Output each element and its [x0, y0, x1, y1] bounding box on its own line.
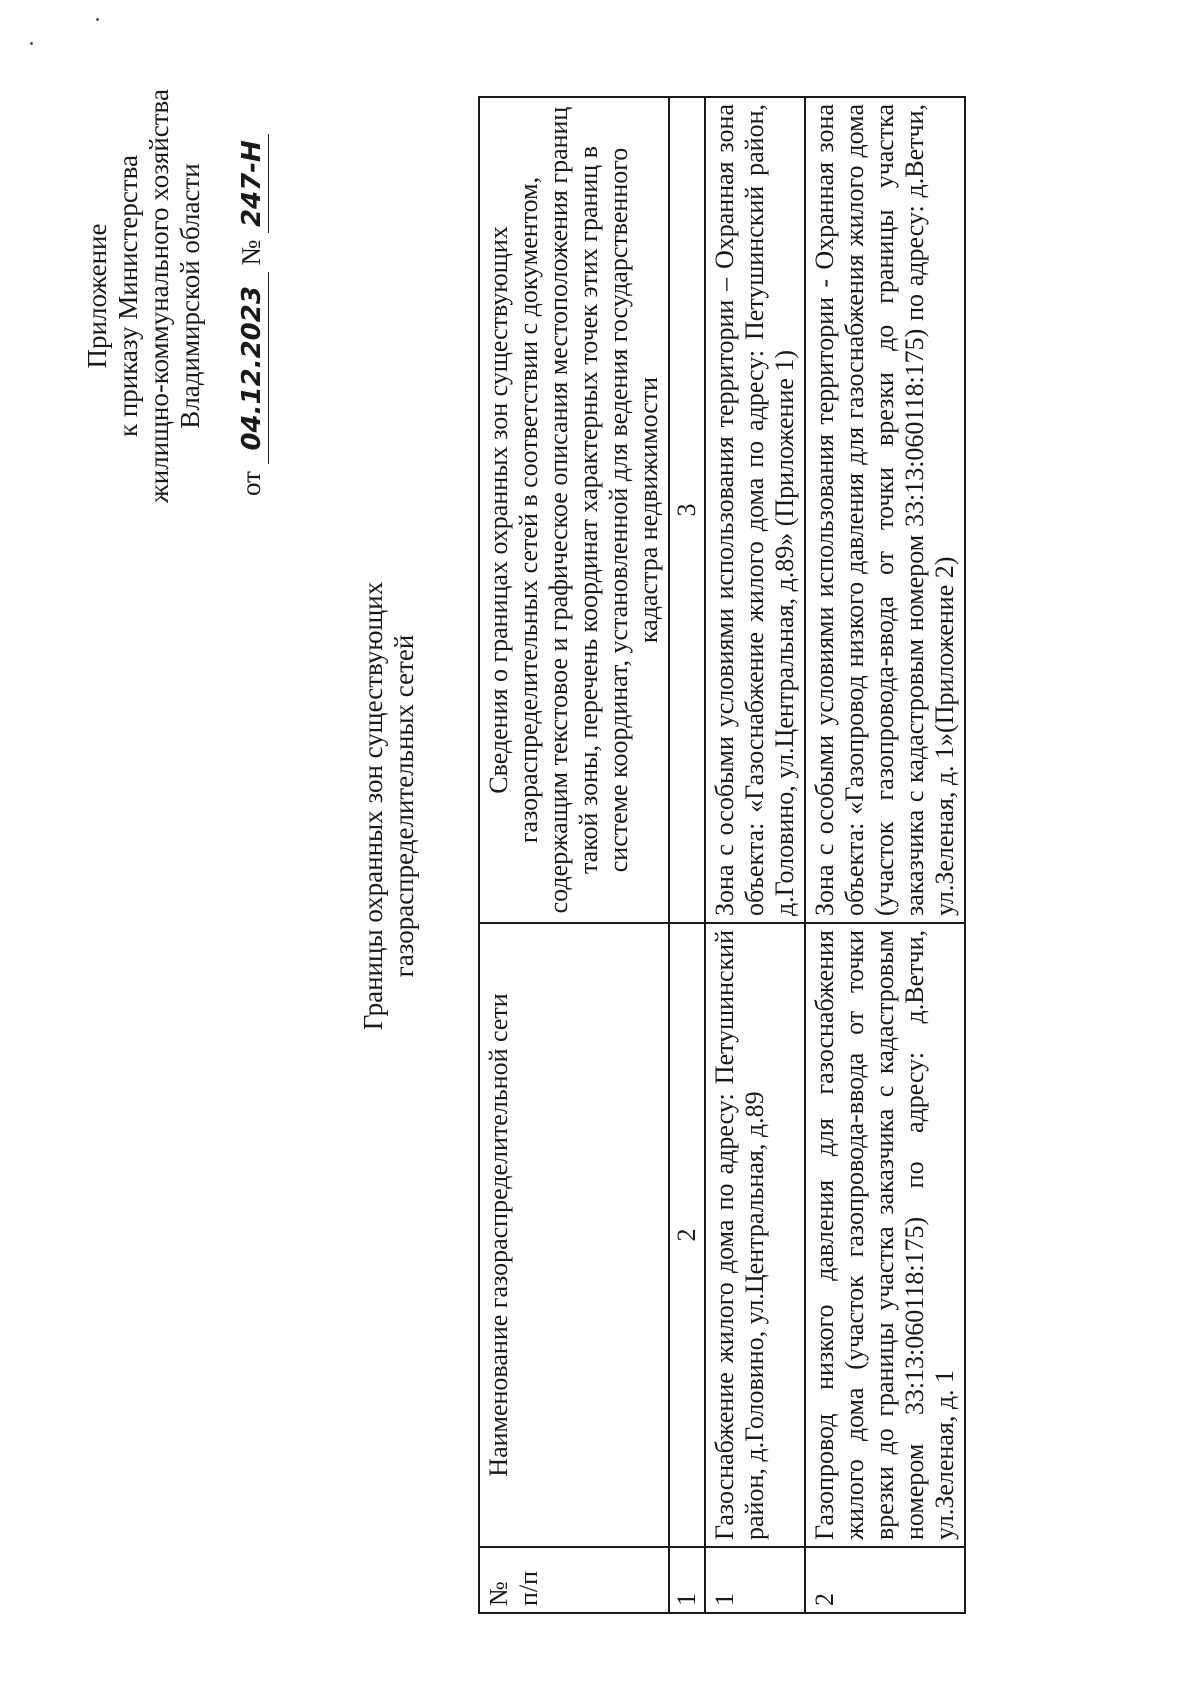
handwritten-number: 247-Н	[237, 134, 269, 233]
document-title	[358, 526, 420, 1086]
header-name: Наименование газораспределительной сети	[479, 923, 669, 1547]
row-info: Зона с особыми условиями использования территории - Охранная зона объекта: «Газопровод низкого давления для газоснабжения жилого дома (участок газопровода-ввода от точки врезки до границы участка заказчика с кадастровым номером 33:13:060118:175) по адресу: д.Ветчи, ул.Зеленая, д. 1»(Приложение 2)	[805, 97, 965, 923]
row-info: Зона с особыми условиями использования территории – Охранная зона объекта: «Газоснабжение жилого дома по адресу: Петушинский район, д.Головино, ул.Центральная, д.89» (Приложение 1)	[705, 97, 805, 923]
handwritten-date: 04.12.2023	[237, 272, 269, 464]
appendix-title: Приложение	[82, 223, 112, 369]
column-number: 2	[669, 923, 705, 1547]
appendix-region: Владимирской области	[175, 163, 205, 429]
row-name: Газопровод низкого давления для газоснабжения жилого дома (участок газопровода-ввода от точки врезки до границы участка заказчика с кадастровым номером 33:13:060118:175) по адресу: д.Ветчи, ул.Зеленая, д. 1	[805, 923, 965, 1547]
row-num: 2	[805, 1547, 965, 1613]
column-number: 1	[669, 1547, 705, 1613]
appendix-ministry: жилищно-коммунального хозяйства	[144, 89, 174, 503]
row-name: Газоснабжение жилого дома по адресу: Петушинский район, д.Головино, ул.Центральная, д.89	[705, 923, 805, 1547]
column-number-row	[669, 97, 705, 1613]
row-num: 1	[705, 1547, 805, 1613]
zones-table	[478, 96, 966, 1614]
order-date-number	[236, 66, 269, 526]
title-line-2: газораспределительных сетей	[389, 634, 419, 978]
column-number: 3	[669, 97, 705, 923]
table-header-row	[479, 97, 669, 1613]
number-prefix: №	[236, 239, 266, 266]
title-line-1: Границы охранных зон существующих	[358, 581, 388, 1031]
table-row	[805, 97, 965, 1613]
header-info: Сведения о границах охранных зон существующих газораспределительных сетей в соответствии с документом, содержащим текстовое и графическое описания местоположения границ такой зоны, перечень координат характерных точек этих границ в системе координат, установленной для ведения государственного кадастра недвижимости	[479, 97, 669, 923]
appendix-header	[82, 66, 269, 526]
header-num: № п/п	[479, 1547, 669, 1613]
date-prefix: от	[236, 471, 266, 496]
appendix-order-ref: к приказу Министерства	[113, 154, 143, 438]
table-row	[705, 97, 805, 1613]
